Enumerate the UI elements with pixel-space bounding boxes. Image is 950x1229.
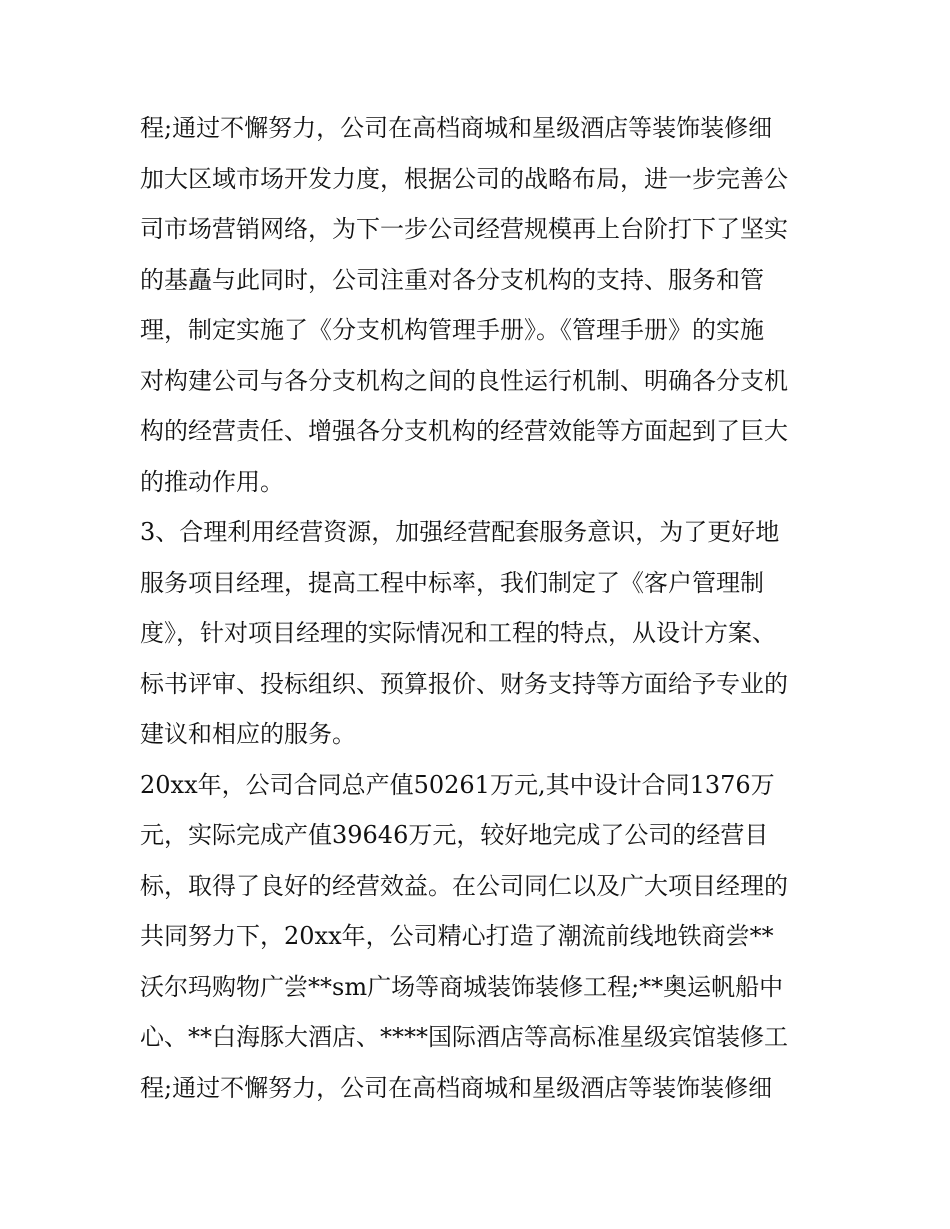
text-line: 元，实际完成产值39646万元，较好地完成了公司的经营目 xyxy=(140,821,769,849)
text-line: 加大区域市场开发力度，根据公司的战略布局，进一步完善公 xyxy=(140,164,788,193)
text-line: 服务项目经理，提高工程中标率，我们制定了《客户管理制 xyxy=(140,568,764,597)
text-line: 共同努力下，20xx年，公司精心打造了潮流前线地铁商尝** xyxy=(140,922,774,950)
text-line: 沃尔玛购物广尝**sm广场等商城装饰装修工程;**奥运帆船中 xyxy=(140,972,784,1001)
text-line: 3、合理利用经营资源，加强经营配套服务意识，为了更好地 xyxy=(140,518,780,546)
text-line: 程;通过不懈努力，公司在高档商城和星级酒店等装饰装修细 xyxy=(140,114,773,142)
text-line: 程;通过不懈努力，公司在高档商城和星级酒店等装饰装修细 xyxy=(140,1073,773,1102)
text-line: 构的经营责任、增强各分支机构的经营效能等方面起到了巨大 xyxy=(140,417,788,445)
text-line: 标，取得了良好的经营效益。在公司同仁以及广大项目经理的 xyxy=(140,871,788,900)
text-line: 理，制定实施了《分支机构管理手册》。《管理手册》的实施 xyxy=(140,316,764,344)
text-line: 司市场营销网络，为下一步公司经营规模再上台阶打下了坚实 xyxy=(140,215,788,243)
text-line: 建议和相应的服务。 xyxy=(140,720,356,748)
text-line: 标书评审、投标组织、预算报价、财务支持等方面给予专业的 xyxy=(140,669,788,698)
text-line: 20xx年，公司合同总产值50261万元,其中设计合同1376万 xyxy=(140,770,775,799)
text-line: 对构建公司与各分支机构之间的良性运行机制、明确各分支机 xyxy=(140,366,788,395)
text-line: 的基矗与此同时，公司注重对各分支机构的支持、服务和管 xyxy=(140,265,764,294)
text-line: 心、**白海豚大酒店、****国际酒店等高标准星级宾馆装修工 xyxy=(140,1023,788,1051)
text-line: 的推动作用。 xyxy=(140,467,284,496)
body-text xyxy=(140,103,820,1113)
text-line: 度》，针对项目经理的实际情况和工程的特点，从设计方案、 xyxy=(140,619,776,647)
